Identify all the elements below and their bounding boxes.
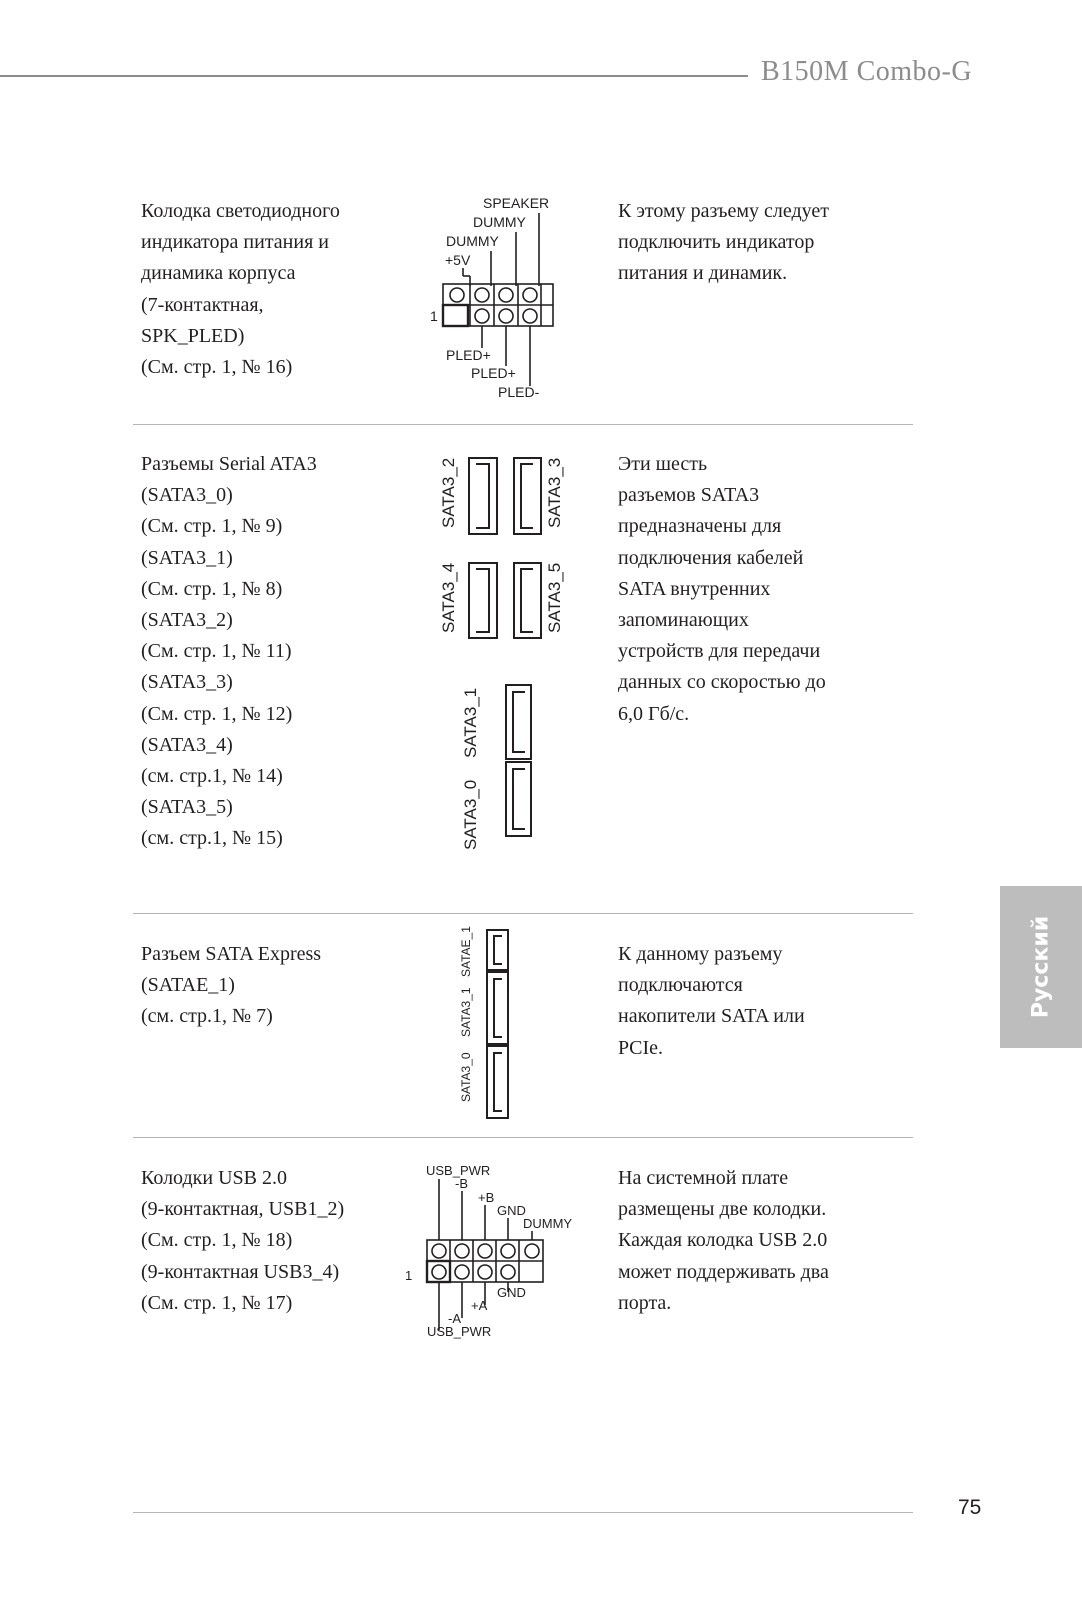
sata3-description: Разъемы Serial ATA3 (SATA3_0) (См. стр. 1, № 9) (SATA3_1) (См. стр. 1, № 8) (SATA3_2) (См. стр. 1, № 11) (SATA3_3) (См. стр. 1, № 12) (SATA3_4) (см. стр.1, № 14) (SATA3_5) (см. стр.1, № 15) xyxy=(141,453,317,850)
sata3-notes: Эти шесть разъемов SATA3 предназначены для подключения кабелей SATA внутренних запоминающих устройств для передачи данных со скоростью до 6,0 Гб/с. xyxy=(618,453,826,725)
label-dummy: DUMMY xyxy=(523,1216,573,1231)
language-tab xyxy=(1000,886,1082,1048)
label-pled-minus: PLED- xyxy=(498,384,540,400)
label-sata3-5: SATA3_5 xyxy=(545,562,564,633)
language-tab-label: Русский xyxy=(1028,915,1054,1019)
label-minus-b: -B xyxy=(455,1176,468,1191)
label-pin1: 1 xyxy=(405,1268,413,1283)
label-plus-a: +A xyxy=(471,1298,488,1313)
label-plus-b: +B xyxy=(478,1190,495,1205)
label-usb-pwr-bottom: USB_PWR xyxy=(427,1324,492,1339)
label-sata3-4: SATA3_4 xyxy=(439,562,458,633)
sata-express-notes: К данному разъему подключаются накопители SATA или PCIe. xyxy=(618,943,805,1059)
label-sata3-2: SATA3_2 xyxy=(439,457,458,528)
label-sata3-1: SATA3_1 xyxy=(461,687,480,758)
label-usb-pwr-top: USB_PWR xyxy=(426,1163,491,1178)
sata3-diagram xyxy=(436,448,586,862)
label-dummy-1: DUMMY xyxy=(473,214,526,230)
page-number: 75 xyxy=(958,1496,982,1519)
label-sata3-0: SATA3_0 xyxy=(459,1052,473,1102)
spk-pled-diagram xyxy=(430,190,580,414)
label-sata3-0: SATA3_0 xyxy=(461,779,480,850)
usb2-diagram xyxy=(405,1162,585,1352)
section-divider xyxy=(133,424,913,425)
label-pin1: 1 xyxy=(430,308,438,324)
label-satae-1: SATAE_1 xyxy=(459,926,473,977)
label-sata3-1: SATA3_1 xyxy=(459,987,473,1037)
spk-pled-description: Колодка светодиодного индикатора питания и динамика корпуса (7-контактная, SPK_PLED) (См. стр. 1, № 16) xyxy=(141,200,340,379)
model-title: B150M Combo-G xyxy=(761,56,973,87)
footer-rule xyxy=(133,1512,913,1513)
label-pled-plus-2: PLED+ xyxy=(471,365,516,381)
label-pled-plus-1: PLED+ xyxy=(446,347,491,363)
label-minus-a: -A xyxy=(448,1311,461,1326)
label-gnd-top: GND xyxy=(497,1203,526,1218)
section-divider xyxy=(133,1137,913,1138)
label-sata3-3: SATA3_3 xyxy=(545,457,564,528)
label-gnd-bottom: GND xyxy=(497,1285,526,1300)
usb2-description: Колодки USB 2.0 (9-контактная, USB1_2) (См. стр. 1, № 18) (9-контактная USB3_4) (См. стр. 1, № 17) xyxy=(141,1167,345,1314)
header-rule xyxy=(0,75,748,77)
sata-express-description: Разъем SATA Express (SATAE_1) (см. стр.1, № 7) xyxy=(141,943,322,1028)
section-divider xyxy=(133,913,913,914)
label-5v: +5V xyxy=(445,252,471,268)
sata-express-diagram xyxy=(448,922,528,1126)
label-speaker: SPEAKER xyxy=(483,195,550,211)
usb2-notes: На системной плате размещены две колодки. Каждая колодка USB 2.0 может поддерживать два порта. xyxy=(618,1167,829,1314)
label-dummy-2: DUMMY xyxy=(446,233,499,249)
spk-pled-notes: К этому разъему следует подключить индикатор питания и динамик. xyxy=(618,200,829,285)
